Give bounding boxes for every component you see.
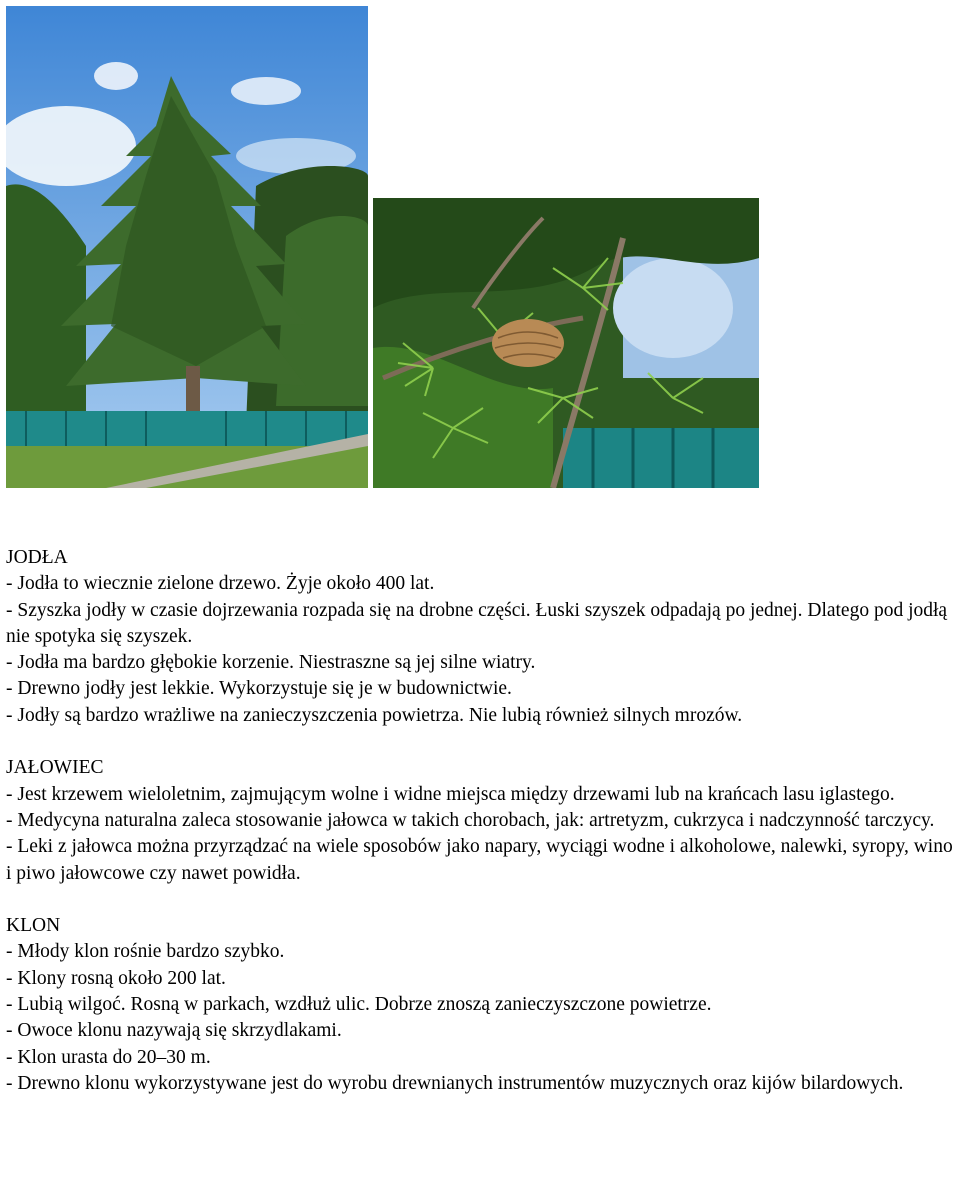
section-title: JAŁOWIEC xyxy=(6,757,104,779)
paragraph-line: - Drewno jodły jest lekkie. Wykorzystuje się je w budownictwie. xyxy=(6,678,512,700)
branch-with-cone-photo xyxy=(373,198,759,488)
paragraph-line: - Klon urasta do 20–30 m. xyxy=(6,1046,211,1068)
paragraph-line: - Jest krzewem wieloletnim, zajmującym wolne i widne miejsca między drzewami lub na krańcach lasu iglastego. xyxy=(6,783,895,805)
section-jalowiec xyxy=(6,755,958,886)
text-content xyxy=(6,545,958,1097)
paragraph-line: - Szyszka jodły w czasie dojrzewania rozpada się na drobne części. Łuski szyszek odpadają po jednej. Dlatego pod jodłą nie spotyka się szyszek. xyxy=(6,599,948,647)
section-title: JODŁA xyxy=(6,547,68,568)
paragraph-line: - Lubią wilgoć. Rosną w parkach, wzdłuż ulic. Dobrze znoszą zanieczyszczone powietrze. xyxy=(6,994,712,1016)
paragraph-line: - Jodły są bardzo wrażliwe na zanieczyszczenia powietrza. Nie lubią również silnych mrozów. xyxy=(6,704,743,726)
paragraph-line: - Jodła ma bardzo głębokie korzenie. Niestraszne są jej silne wiatry. xyxy=(6,652,536,674)
section-title: KLON xyxy=(6,915,61,937)
tree-photo xyxy=(6,6,368,488)
section-jodla xyxy=(6,545,958,729)
paragraph-line: - Jodła to wiecznie zielone drzewo. Żyje około 400 lat. xyxy=(6,573,435,595)
paragraph-line: - Drewno klonu wykorzystywane jest do wyrobu drewnianych instrumentów muzycznych oraz kijów bilardowych. xyxy=(6,1072,904,1094)
paragraph-line: - Klony rosną około 200 lat. xyxy=(6,967,226,989)
section-klon xyxy=(6,913,958,1097)
paragraph-line: - Leki z jałowca można przyrządzać na wiele sposobów jako napary, wyciągi wodne i alkoholowe, nalewki, syropy, wino i piwo jałowcowe czy nawet powidła. xyxy=(6,836,953,884)
paragraph-line: - Owoce klonu nazywają się skrzydlakami. xyxy=(6,1020,342,1042)
paragraph-line: - Młody klon rośnie bardzo szybko. xyxy=(6,941,285,963)
paragraph-line: - Medycyna naturalna zaleca stosowanie jałowca w takich chorobach, jak: artretyzm, cukrzyca i nadczynność tarczycy. xyxy=(6,809,935,831)
